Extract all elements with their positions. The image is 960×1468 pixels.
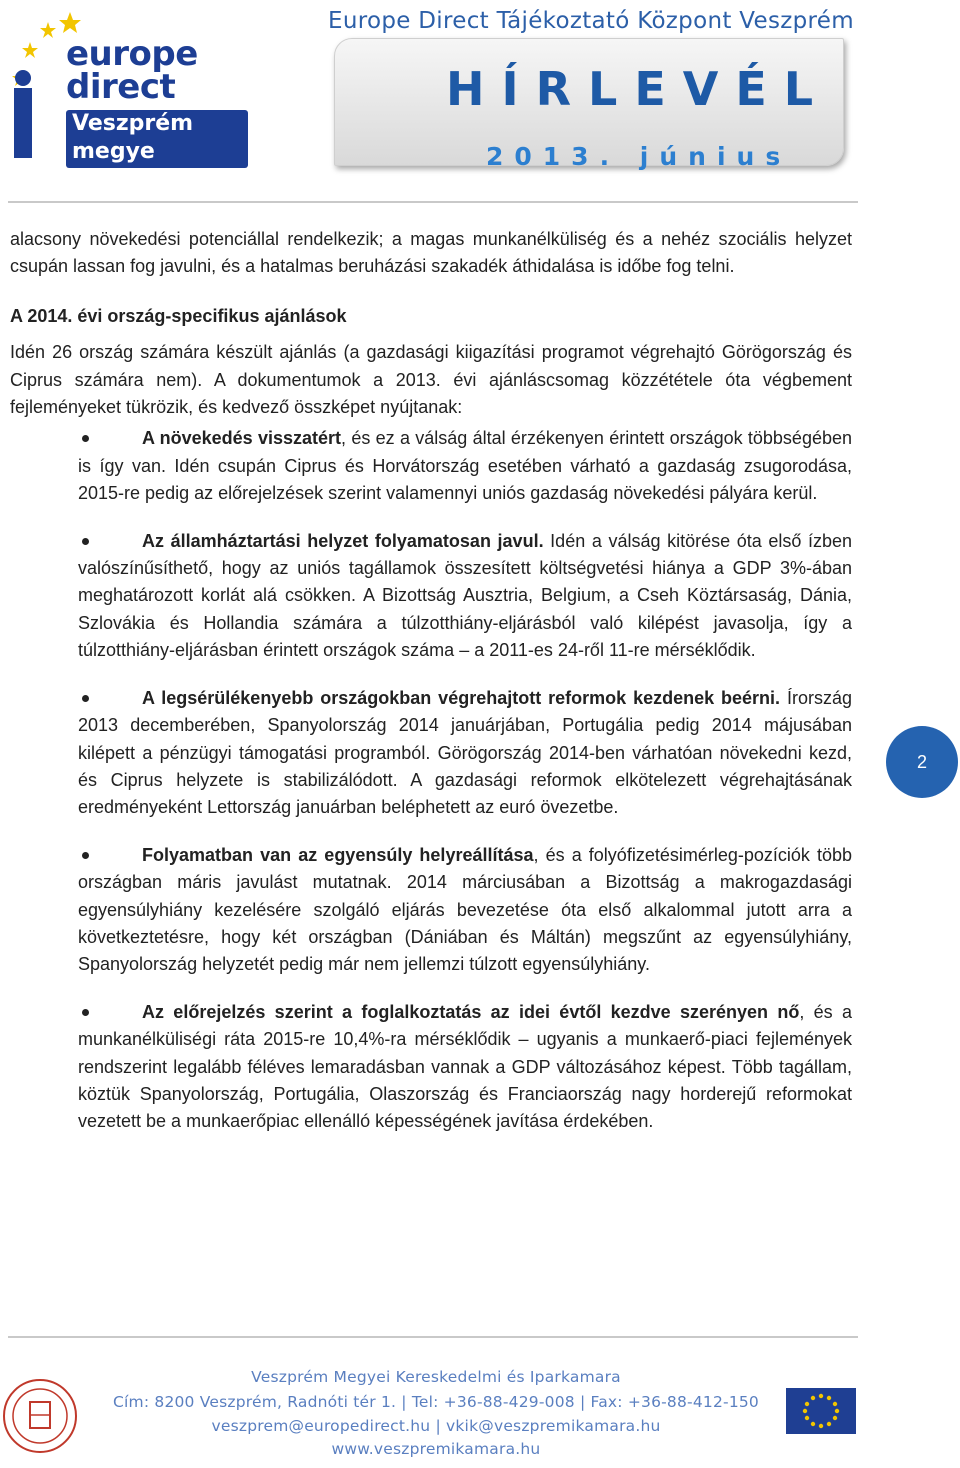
header-divider — [8, 201, 858, 203]
bullet-icon — [82, 852, 89, 859]
bullet-text: Írország 2013 decemberében, Spanyolország 2014 januárjában, Portugália pedig 2014 májusában kilépett a pénzügyi támogatási programból. Görögország 2014-ben várhatóan növekedni kezd, és Ciprus helyzete is stabilizálódott. A gazdasági reformok elkötelezett végrehajtásának eredményeként Lettország januárban beléphetett az euró övezetbe. — [78, 687, 852, 818]
bullet-title: Az államháztartási helyzet folyamatosan javul. — [142, 530, 544, 551]
bullet-icon — [82, 435, 89, 442]
chamber-seal-icon — [2, 1378, 78, 1454]
bullet-item — [10, 999, 852, 1136]
bullet-title: A legsérülékenyebb országokban végrehajtott reformok kezdenek beérni. — [142, 687, 781, 708]
bullet-item — [10, 528, 852, 665]
footer-website: www.veszpremikamara.hu — [331, 1440, 541, 1458]
bullet-item — [10, 685, 852, 822]
bullet-title: Folyamatban van az egyensúly helyreállítása — [142, 844, 534, 865]
bullet-text: , és ez a válság által érzékenyen érintett országok többségében is így van. Idén csupán Ciprus és Horvátország esetében várható a gazdaság zsugorodása, 2015-re pedig az előrejelzések szerint valamennyi uniós gazdaság növekedési pályára kerül. — [78, 428, 852, 504]
newsletter-org-title: Europe Direct Tájékoztató Központ Veszprém — [328, 8, 854, 34]
logo-word-europe: europe — [66, 34, 198, 74]
europe-direct-logo — [8, 8, 248, 163]
footer-divider — [8, 1336, 858, 1338]
bullet-text: , és a folyófizetésimérleg-pozíciók több országban máris javulást mutatnak. 2014 márciusában a Bizottság a makrogazdasági egyensúlyhiány kezelésére szolgáló eljárás bevezetése óta első alkalommal jutott arra a következtetésre, hogy két országban (Dániában és Máltán) megszűnt az egyensúlyhiány, Spanyolország helyzetét pedig már nem jellemzi túlzott egyensúlyhiány. — [78, 844, 852, 975]
article-body — [10, 226, 852, 1136]
footer-emails: veszprem@europedirect.hu | vkik@veszpremikamara.hu — [211, 1417, 661, 1435]
section-heading: A 2014. évi ország-specifikus ajánlások — [10, 305, 347, 326]
eu-flag-icon — [786, 1388, 856, 1434]
bullet-title: Az előrejelzés szerint a foglalkoztatás az idei évtől kezdve szerényen nő — [142, 1001, 800, 1022]
bullet-icon — [82, 1009, 89, 1016]
bullet-icon — [82, 695, 89, 702]
intro-paragraph: alacsony növekedési potenciállal rendelkezik; a magas munkanélküliség és a nehéz szociális helyzet csupán lassan fog javulni, és a hatalmas beruházási szakadék áthidalása is időbe fog telni. — [10, 229, 852, 277]
section-paragraph: Idén 26 ország számára készült ajánlás (a gazdasági kiigazítási programot végrehajtó Görögország és Ciprus számára nem). A dokumentumok a 2013. évi ajánláscsomag közzététele óta végbement fejleményeket tükrözik, és kedvező összképet nyújtanak: — [10, 342, 852, 418]
bullet-item — [10, 842, 852, 979]
page-number-badge: 2 — [886, 726, 958, 798]
bullet-item — [10, 425, 852, 507]
footer-contact: Cím: 8200 Veszprém, Radnóti tér 1. | Tel: +36-88-429-008 | Fax: +36-88-412-150 — [113, 1393, 759, 1411]
bullet-text: , és a munkanélküliségi ráta 2015-re 10,4%-ra mérséklődik – ugyanis a munkaerő-piaci fejlemények rendszerint legalább féléves lemaradásban vannak a GDP változásához képest. Több tagállam, köztük Spanyolország, Portugália, Olaszország és Franciaország nagy horderejű reformokat vezetett be a munkaerőpiac ellenálló képességének javítása érdekében. — [78, 1001, 852, 1132]
logo-region: Veszprém megye — [66, 110, 248, 168]
footer-organization: Veszprém Megyei Kereskedelmi és Iparkamara — [251, 1368, 621, 1386]
newsletter-date: 2013. június — [486, 142, 792, 171]
newsletter-title: HÍRLEVÉL — [446, 62, 831, 116]
bullet-icon — [82, 538, 89, 545]
bullet-text: Idén a válság kitörése óta első ízben valószínűsíthető, hogy az uniós tagállamok összesített költségvetési hiánya a GDP 3%-ában meghatározott korlát alá csökken. A Bizottság Ausztria, Belgium, a Cseh Köztársaság, Dánia, Szlovákia és Hollandia számára a túlzotthiány-eljárásból való kilépést javasolja, így a túlzotthiány-eljárásban érintett országok száma – a 2011-es 24-ről 11-re mérséklődik. — [78, 530, 853, 661]
bullet-title: A növekedés visszatért — [142, 428, 342, 449]
logo-word-direct: direct — [66, 67, 176, 107]
